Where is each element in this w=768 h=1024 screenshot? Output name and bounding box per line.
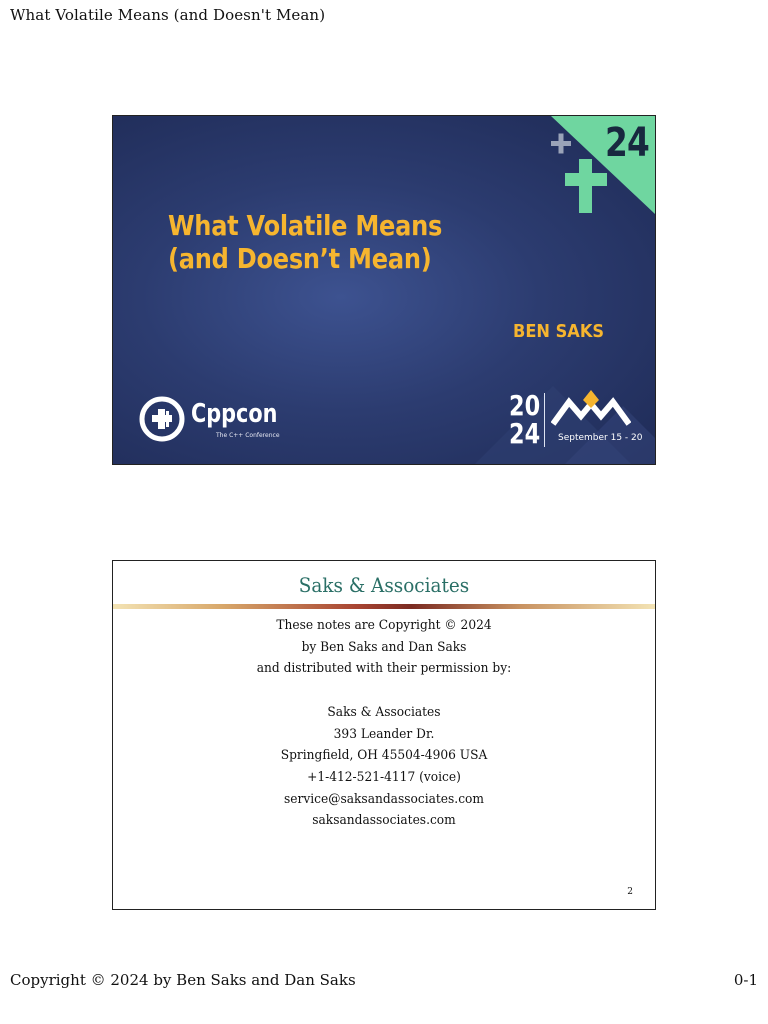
city-address: Springfield, OH 45504-4906 USA [280,748,488,764]
slide-author: BEN SAKS [513,321,605,342]
mountains-logo-icon [551,388,631,428]
conference-dates: September 15 - 20 [558,433,643,443]
website: saksandassociates.com [312,813,456,829]
notice-line: These notes are Copyright © 2024 [276,618,492,633]
year-top: 20 [509,389,541,422]
title-slide [112,115,656,465]
street-address: 393 Leander Dr. [333,726,435,742]
slide-page-number: 2 [627,887,633,897]
copyright-slide [112,560,656,910]
slide2-heading: Saks & Associates [298,573,470,597]
corner-year-number: 24 [605,120,650,166]
cppcon-logo-icon [139,390,185,448]
slide-title [168,209,442,275]
heading-rule [113,604,655,609]
notice-line: and distributed with their permission by: [256,661,512,677]
slide-title-line2: (and Doesn’t Mean) [168,242,432,275]
email-address: service@saksandassociates.com [284,791,484,807]
notice-blank-line [129,680,638,702]
notice-line: by Ben Saks and Dan Saks [301,639,467,655]
slide-title-line1: What Volatile Means [168,209,443,242]
cppcon-logo-text: Cppcon [191,399,278,429]
page-header-title: What Volatile Means (and Doesn't Mean) [10,6,326,24]
cppcon-tagline: The C++ Conference [216,432,280,439]
company-name: Saks & Associates [327,704,441,720]
footer-page-number: 0-1 [733,971,758,989]
footer-copyright: Copyright © 2024 by Ben Saks and Dan Saks [10,971,356,989]
phone-number: +1-412-521-4117 (voice) [307,769,461,785]
year-bottom: 24 [509,417,541,450]
year-divider [544,393,545,447]
copyright-notice [113,615,655,832]
